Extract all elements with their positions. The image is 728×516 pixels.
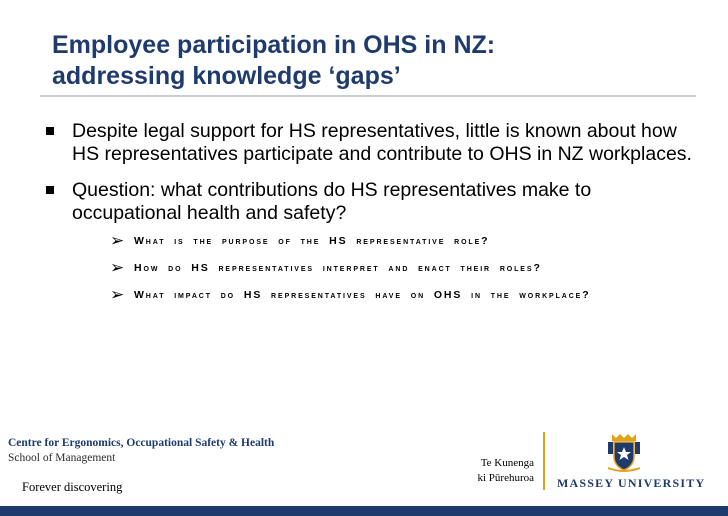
slide-title xyxy=(52,30,692,92)
te-reo-line-2: ki Pūrehuroa xyxy=(477,472,534,484)
sub-bullet-item xyxy=(110,231,700,258)
university-wordmark: MASSEY UNIVERSITY xyxy=(557,476,706,490)
bullet-text: Despite legal support for HS representatives, little is known about how HS representatives participate and contribute to OHS in NZ workplaces. xyxy=(72,120,692,165)
arrow-bullet-icon: ➢ xyxy=(110,231,125,250)
square-bullet-icon xyxy=(46,186,54,194)
te-reo-name xyxy=(472,456,534,486)
centre-name: Centre for Ergonomics, Occupational Safety & Health xyxy=(8,437,275,449)
square-bullet-icon xyxy=(46,127,54,135)
sub-bullet-text: What is the purpose of the HS representative role? xyxy=(134,235,490,247)
sub-bullet-item xyxy=(110,258,700,285)
school-name: School of Management xyxy=(8,452,116,464)
bullet-text: Question: what contributions do HS representatives make to occupational health and safety? xyxy=(72,179,592,224)
tagline: Forever discovering xyxy=(22,480,123,494)
sub-bullet-list xyxy=(72,231,700,312)
department-block xyxy=(8,436,274,466)
title-divider xyxy=(40,95,696,97)
logo-divider xyxy=(543,432,545,490)
bullet-item xyxy=(40,120,700,166)
sub-bullet-text: How do HS representatives interpret and enact their roles? xyxy=(134,262,542,274)
university-crest-icon xyxy=(604,432,644,472)
te-reo-line-1: Te Kunenga xyxy=(480,457,534,469)
sub-bullet-text: What impact do HS representatives have on OHS in the workplace? xyxy=(134,289,591,301)
bullet-item xyxy=(40,179,700,312)
bullet-list xyxy=(40,120,700,325)
title-line-1: Employee participation in OHS in NZ: xyxy=(52,31,496,59)
title-line-2: addressing knowledge ‘gaps’ xyxy=(52,62,401,90)
arrow-bullet-icon: ➢ xyxy=(110,285,125,304)
sub-bullet-item xyxy=(110,285,700,312)
footer-bar xyxy=(0,506,728,516)
arrow-bullet-icon: ➢ xyxy=(110,258,125,277)
